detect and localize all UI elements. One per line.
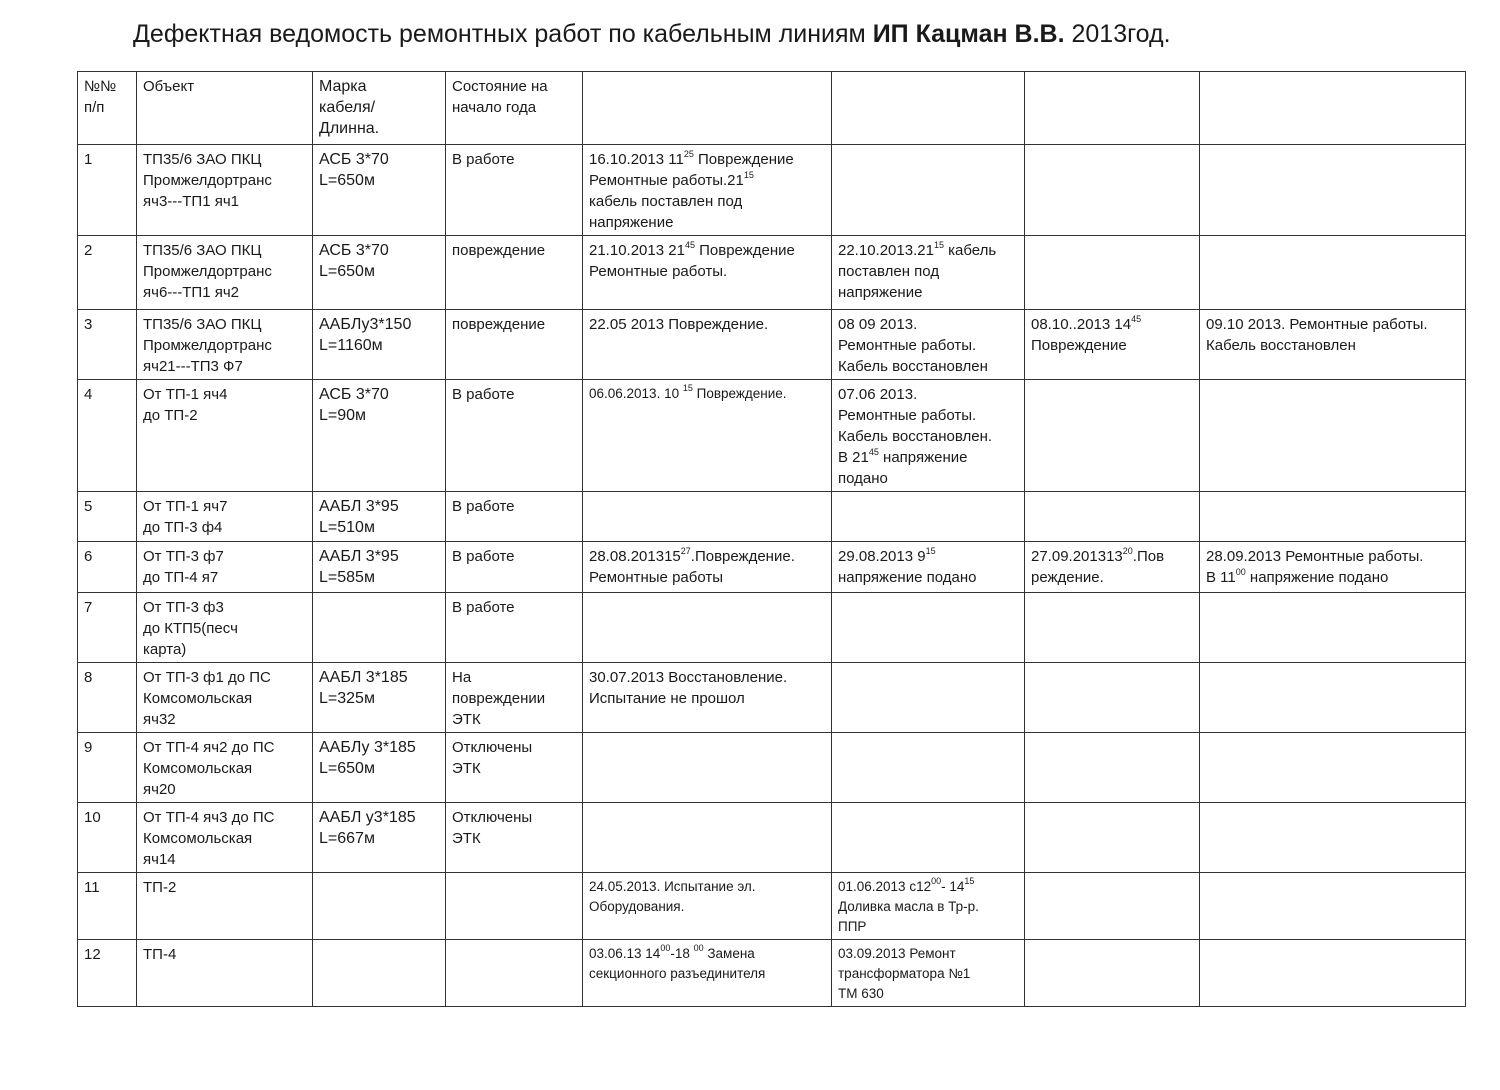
cell-cable: [313, 310, 446, 380]
cell-event: [832, 940, 1025, 1007]
cell-event: [583, 940, 832, 1007]
document-title: [133, 20, 1171, 49]
cell-text: напряжение подано: [838, 569, 977, 586]
cell-text: -18: [670, 946, 694, 961]
cell-event: [583, 145, 832, 236]
title-prefix: Дефектная ведомость ремонтных работ по кабельным линиям: [133, 20, 873, 48]
cell-content: 7: [84, 599, 93, 616]
cell-event: [1200, 803, 1466, 873]
cell-event: [832, 542, 1025, 593]
cell-content: От ТП-3 ф1 до ПС Комсомольская яч32: [143, 669, 271, 728]
cell-cable: [313, 940, 446, 1007]
cell-superscript: 00: [1235, 567, 1246, 577]
cell-object: [137, 236, 313, 310]
cell-content: От ТП-4 яч2 до ПС Комсомольская яч20: [143, 739, 275, 798]
cell-content: 11: [84, 879, 100, 896]
cell-content: ААБЛ у3*185 L=667м: [319, 809, 416, 847]
cell-content: 10: [84, 809, 101, 826]
cell-text: 30.07.2013 Восстановление. Испытание не прошол: [589, 669, 788, 707]
title-company: ИП Кацман В.В.: [872, 20, 1065, 48]
cell-content: В работе: [452, 498, 515, 515]
header-cable: Марка кабеля/ Длинна.: [313, 72, 446, 145]
cell-content: АСБ 3*70 L=650м: [319, 151, 389, 189]
cell-superscript: 45: [1131, 314, 1142, 324]
cell-superscript: 45: [684, 240, 695, 250]
cell-event: [1025, 663, 1200, 733]
cell-num: [78, 310, 137, 380]
cell-content: [1031, 314, 1193, 356]
cell-cable: [313, 380, 446, 492]
cell-event: [1025, 492, 1200, 542]
cell-content: В работе: [452, 548, 515, 565]
cell-num: [78, 542, 137, 593]
cell-state: [446, 492, 583, 542]
header-num: №№ п/п: [78, 72, 137, 145]
cell-content: АСБ 3*70 L=650м: [319, 242, 389, 280]
cell-content: ТП-2: [143, 879, 177, 896]
cell-event: [1025, 236, 1200, 310]
cell-state: [446, 380, 583, 492]
cell-text: - 14: [941, 879, 965, 894]
cell-event: [583, 236, 832, 310]
cell-content: От ТП-4 яч3 до ПС Комсомольская яч14: [143, 809, 275, 868]
cell-content: От ТП-3 ф3 до КТП5(песч карта): [143, 599, 238, 658]
cell-superscript: 27: [680, 546, 691, 556]
cell-num: [78, 145, 137, 236]
cell-content: От ТП-3 ф7 до ТП-4 я7: [143, 548, 224, 586]
table-row: [78, 310, 1466, 380]
cell-superscript: 15: [743, 170, 754, 180]
cell-text: 08 09 2013. Ремонтные работы. Кабель восстановлен: [838, 316, 988, 375]
cell-event: [1200, 145, 1466, 236]
cell-content: [589, 384, 825, 404]
cell-event: [1025, 733, 1200, 803]
table-row: [78, 492, 1466, 542]
cell-event: [1200, 492, 1466, 542]
cell-content: В работе: [452, 599, 515, 616]
cell-content: 3: [84, 316, 93, 333]
cell-event: [583, 542, 832, 593]
cell-content: [838, 314, 1018, 377]
cell-content: АСБ 3*70 L=90м: [319, 386, 389, 424]
cell-object: [137, 145, 313, 236]
cell-state: [446, 236, 583, 310]
cell-cable: [313, 492, 446, 542]
cell-event: [832, 593, 1025, 663]
cell-event: [1025, 803, 1200, 873]
cell-content: 9: [84, 739, 93, 756]
cell-text: Повреждение Ремонтные работы.: [589, 242, 795, 280]
cell-content: ААБЛу 3*185 L=650м: [319, 739, 416, 777]
cell-text: напряжение подано: [838, 449, 968, 487]
table-row: [78, 380, 1466, 492]
cell-text: 29.08.2013 9: [838, 548, 926, 565]
cell-event: [1025, 310, 1200, 380]
cell-event: [1025, 873, 1200, 940]
cell-content: 5: [84, 498, 93, 515]
table-row: [78, 733, 1466, 803]
cell-cable: [313, 733, 446, 803]
cell-event: [1025, 145, 1200, 236]
cell-object: [137, 663, 313, 733]
cell-object: [137, 803, 313, 873]
cell-content: ТП-4: [143, 946, 177, 963]
cell-text: 08.10..2013 14: [1031, 316, 1132, 333]
cell-text: 24.05.2013. Испытание эл. Оборудования.: [589, 879, 756, 914]
cell-cable: [313, 542, 446, 593]
cell-num: [78, 873, 137, 940]
title-suffix: 2013год.: [1064, 20, 1171, 48]
cell-cable: [313, 803, 446, 873]
cell-num: [78, 492, 137, 542]
cell-content: [838, 877, 1018, 937]
cell-event: [1200, 873, 1466, 940]
cell-event: [1025, 380, 1200, 492]
cell-content: ААБЛ 3*185 L=325м: [319, 669, 408, 707]
cell-object: [137, 593, 313, 663]
cell-text: Замена секционного разъединителя: [589, 946, 766, 981]
table-row: [78, 236, 1466, 310]
cell-event: [583, 310, 832, 380]
cell-state: [446, 542, 583, 593]
cell-event: [583, 803, 832, 873]
cell-text: Повреждение: [1031, 337, 1127, 354]
table-row: [78, 873, 1466, 940]
table-row: [78, 145, 1466, 236]
table-row: [78, 803, 1466, 873]
cell-event: [1200, 733, 1466, 803]
cell-state: [446, 310, 583, 380]
cell-text: 03.09.2013 Ремонт трансформатора №1 ТМ 630: [838, 946, 971, 1001]
cell-cable: [313, 145, 446, 236]
table-body: [78, 72, 1466, 1007]
cell-content: 8: [84, 669, 93, 686]
cell-content: [1031, 546, 1193, 588]
cell-num: [78, 803, 137, 873]
cell-text: 07.06 2013. Ремонтные работы. Кабель восстановлен. В 21: [838, 386, 993, 466]
cell-event: [583, 873, 832, 940]
cell-content: [589, 667, 825, 709]
cell-content: Отключены ЭТК: [452, 739, 533, 777]
cell-content: [838, 384, 1018, 489]
cell-event: [1025, 940, 1200, 1007]
cell-content: [838, 240, 1018, 303]
cell-event: [832, 492, 1025, 542]
cell-text: кабель поставлен под напряжение: [838, 242, 997, 301]
cell-content: От ТП-1 яч7 до ТП-3 ф4: [143, 498, 228, 536]
header-event-3: [1025, 72, 1200, 145]
cell-text: 28.08.201315: [589, 548, 681, 565]
defect-table: [77, 71, 1466, 1007]
cell-cable: [313, 236, 446, 310]
cell-object: [137, 940, 313, 1007]
cell-object: [137, 310, 313, 380]
header-object: Объект: [137, 72, 313, 145]
cell-event: [1200, 593, 1466, 663]
cell-text: Повреждение.: [692, 386, 787, 401]
cell-num: [78, 940, 137, 1007]
cell-event: [832, 380, 1025, 492]
cell-text: 01.06.2013 с12: [838, 879, 932, 894]
cell-object: [137, 733, 313, 803]
cell-event: [832, 145, 1025, 236]
cell-num: [78, 733, 137, 803]
cell-content: [589, 944, 825, 984]
cell-text: 03.06.13 14: [589, 946, 661, 961]
cell-object: [137, 492, 313, 542]
cell-content: ТП35/6 ЗАО ПКЦ Промжелдортранс яч6---ТП1 яч2: [143, 242, 272, 301]
cell-content: [589, 877, 825, 917]
cell-num: [78, 593, 137, 663]
cell-text: 06.06.2013. 10: [589, 386, 683, 401]
cell-num: [78, 236, 137, 310]
cell-text: 22.10.2013.21: [838, 242, 934, 259]
cell-text: 09.10 2013. Ремонтные работы. Кабель восстановлен: [1206, 316, 1428, 354]
cell-event: [832, 663, 1025, 733]
header-row: [78, 72, 1466, 145]
table-row: [78, 940, 1466, 1007]
cell-state: [446, 940, 583, 1007]
cell-content: ААБЛ 3*95 L=585м: [319, 548, 399, 586]
cell-content: [1206, 546, 1459, 588]
cell-text: 16.10.2013 11: [589, 151, 684, 168]
cell-event: [832, 873, 1025, 940]
cell-event: [1200, 380, 1466, 492]
cell-content: [838, 944, 1018, 1004]
cell-content: повреждение: [452, 316, 546, 333]
table-row: [78, 542, 1466, 593]
cell-event: [1200, 940, 1466, 1007]
cell-cable: [313, 593, 446, 663]
header-state: Состояние на начало года: [446, 72, 583, 145]
cell-object: [137, 380, 313, 492]
cell-superscript: 00: [660, 943, 671, 953]
cell-content: [589, 149, 825, 233]
cell-content: 6: [84, 548, 93, 565]
table-row: [78, 593, 1466, 663]
cell-state: [446, 803, 583, 873]
cell-superscript: 00: [693, 943, 704, 953]
cell-text: кабель поставлен под напряжение: [589, 193, 743, 231]
cell-event: [832, 236, 1025, 310]
cell-content: Отключены ЭТК: [452, 809, 533, 847]
cell-content: [589, 546, 825, 588]
cell-event: [1200, 542, 1466, 593]
cell-content: [589, 314, 825, 335]
cell-content: ААБЛу3*150 L=1160м: [319, 316, 412, 354]
table-row: [78, 663, 1466, 733]
cell-num: [78, 663, 137, 733]
cell-content: На повреждении ЭТК: [452, 669, 546, 728]
cell-text: 21.10.2013 21: [589, 242, 685, 259]
cell-content: ААБЛ 3*95 L=510м: [319, 498, 399, 536]
cell-superscript: 00: [931, 876, 942, 886]
cell-cable: [313, 663, 446, 733]
cell-text: напряжение подано: [1245, 569, 1389, 586]
cell-event: [1025, 593, 1200, 663]
cell-text: .Повреждение. Ремонтные работы: [589, 548, 795, 586]
cell-event: [1200, 663, 1466, 733]
cell-num: [78, 380, 137, 492]
cell-content: 12: [84, 946, 101, 963]
cell-state: [446, 663, 583, 733]
cell-text: 22.05 2013 Повреждение.: [589, 316, 769, 333]
cell-text: Доливка масла в Тр-р. ППР: [838, 899, 979, 934]
cell-event: [1200, 236, 1466, 310]
cell-superscript: 20: [1122, 546, 1133, 556]
cell-text: .Пов реждение.: [1031, 548, 1165, 586]
cell-superscript: 15: [933, 240, 944, 250]
cell-superscript: 15: [682, 383, 693, 393]
cell-content: [589, 240, 825, 282]
cell-content: повреждение: [452, 242, 546, 259]
cell-event: [832, 733, 1025, 803]
cell-content: 1: [84, 151, 93, 168]
cell-content: 4: [84, 386, 93, 403]
header-event-1: [583, 72, 832, 145]
cell-content: От ТП-1 яч4 до ТП-2: [143, 386, 228, 424]
cell-state: [446, 733, 583, 803]
cell-superscript: 45: [868, 447, 879, 457]
cell-content: В работе: [452, 386, 515, 403]
cell-object: [137, 873, 313, 940]
header-event-4: [1200, 72, 1466, 145]
cell-object: [137, 542, 313, 593]
cell-event: [832, 803, 1025, 873]
cell-cable: [313, 873, 446, 940]
cell-state: [446, 145, 583, 236]
cell-content: ТП35/6 ЗАО ПКЦ Промжелдортранс яч3---ТП1 яч1: [143, 151, 272, 210]
cell-superscript: 15: [964, 876, 975, 886]
cell-state: [446, 593, 583, 663]
cell-event: [1200, 310, 1466, 380]
cell-content: В работе: [452, 151, 515, 168]
cell-state: [446, 873, 583, 940]
cell-content: 2: [84, 242, 93, 259]
cell-event: [583, 733, 832, 803]
cell-event: [583, 380, 832, 492]
cell-event: [1025, 542, 1200, 593]
cell-text: 27.09.201313: [1031, 548, 1123, 565]
cell-text: 28.09.2013 Ремонтные работы. В 11: [1206, 548, 1424, 586]
cell-content: [838, 546, 1018, 588]
cell-event: [583, 663, 832, 733]
header-event-2: [832, 72, 1025, 145]
cell-event: [832, 310, 1025, 380]
cell-text: Повреждение Ремонтные работы.21: [589, 151, 794, 189]
cell-superscript: 15: [925, 546, 936, 556]
cell-content: [1206, 314, 1459, 356]
cell-event: [583, 492, 832, 542]
cell-event: [583, 593, 832, 663]
cell-content: ТП35/6 ЗАО ПКЦ Промжелдортранс яч21---ТП3 Ф7: [143, 316, 272, 375]
cell-superscript: 25: [683, 149, 694, 159]
